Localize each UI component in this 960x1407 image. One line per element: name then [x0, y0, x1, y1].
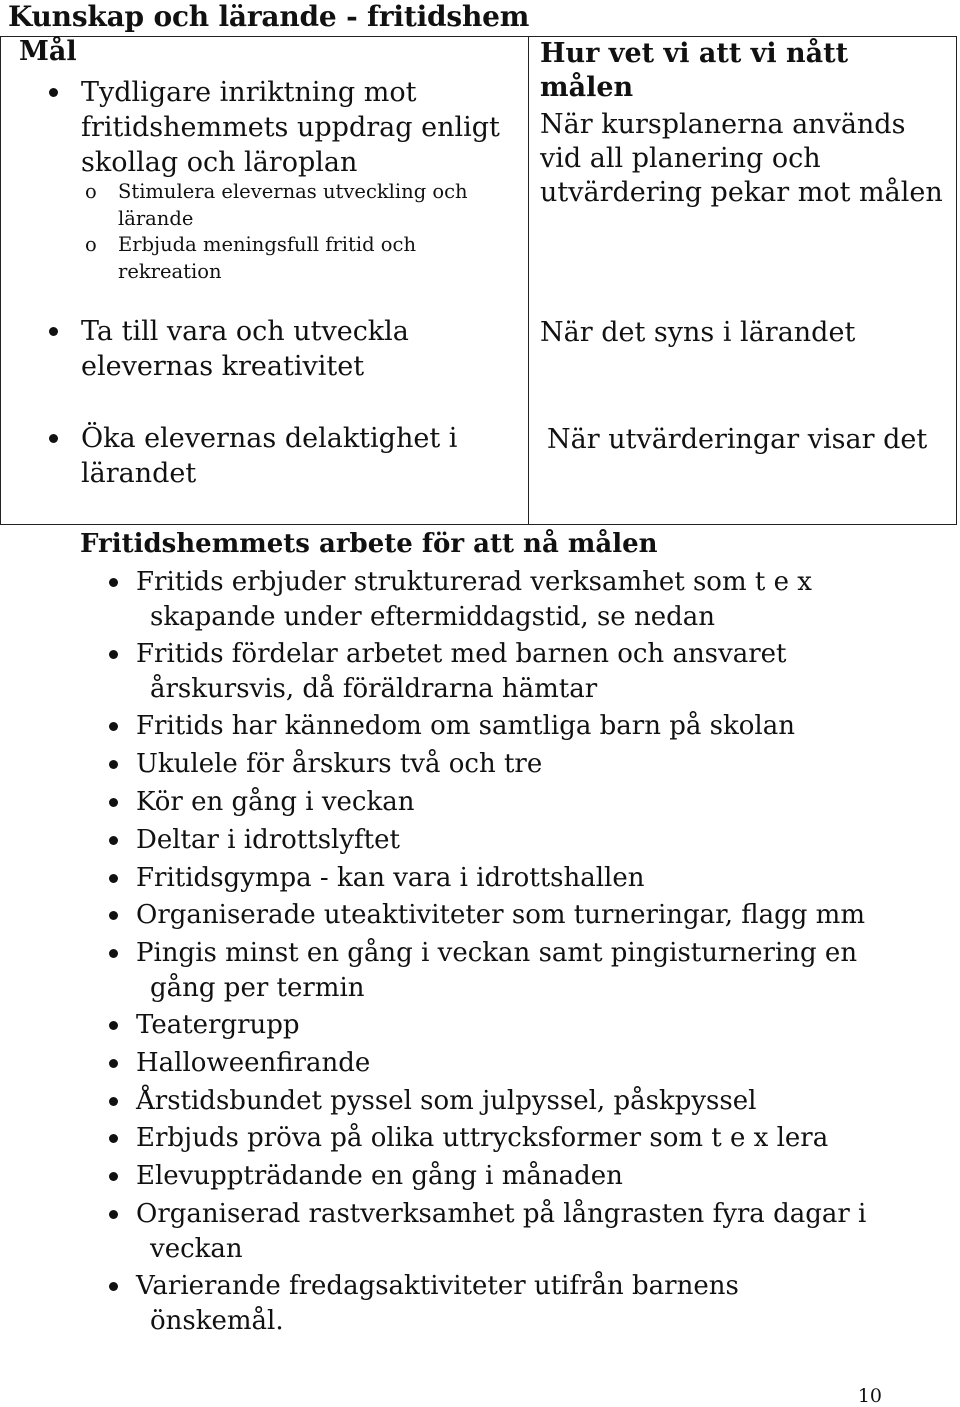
list-item [136, 861, 906, 896]
list-item-text: Fritids erbjuder strukturerad verksamhet som t e x [136, 567, 812, 597]
list-item [136, 709, 906, 744]
list-item [136, 1269, 906, 1339]
subitem-line: lärande [118, 207, 194, 230]
list-item [136, 1084, 906, 1119]
goal-line: Ta till vara och utveckla [81, 316, 409, 347]
list-item [136, 565, 906, 635]
goal-line: skollag och läroplan [81, 147, 358, 178]
goal-line: elevernas kreativitet [81, 351, 365, 382]
bullet-icon [109, 1172, 118, 1181]
heading-line: Hur vet vi att vi nått [540, 38, 849, 69]
subitem-line: rekreation [118, 260, 222, 283]
answer-line: När det syns i lärandet [540, 317, 856, 348]
list-item-text: Ukulele för årskurs två och tre [136, 749, 543, 779]
list-item-text-continued: gång per termin [150, 973, 365, 1003]
goal-line: fritidshemmets uppdrag enligt [81, 112, 500, 143]
evaluation-column-heading [540, 37, 848, 105]
goal-line: Öka elevernas delaktighet i [81, 423, 458, 454]
bullet-icon [109, 798, 118, 807]
goal-line: Tydligare inriktning mot [81, 77, 417, 108]
list-item-text: Fritids har kännedom om samtliga barn på skolan [136, 711, 795, 741]
bullet-icon [49, 88, 58, 97]
page-number: 10 [857, 1385, 882, 1407]
list-item-text: Kör en gång i veckan [136, 787, 415, 817]
list-item-text-continued: årskursvis, då föräldrarna hämtar [150, 674, 598, 704]
goal-subitem [85, 178, 518, 232]
bullet-icon [109, 1210, 118, 1219]
bullet-icon [109, 874, 118, 883]
goal-item [81, 421, 521, 491]
list-item-text-continued: veckan [150, 1234, 243, 1264]
goal-item [81, 75, 521, 180]
goals-column-heading: Mål [19, 36, 77, 67]
list-item-text: Varierande fredagsaktiviteter utifrån barnens [136, 1271, 739, 1301]
page-title: Kunskap och lärande - fritidshem [8, 0, 530, 33]
subitem-line: Stimulera elevernas utveckling och [118, 180, 468, 203]
answer-line: När utvärderingar visar det [547, 424, 928, 455]
list-item [136, 1046, 906, 1081]
work-section-heading: Fritidshemmets arbete för att nå målen [80, 529, 658, 559]
list-item-text: Organiserad rastverksamhet på långrasten fyra dagar i [136, 1199, 867, 1229]
list-item [136, 637, 906, 707]
list-item-text: Deltar i idrottslyftet [136, 825, 400, 855]
heading-line: målen [540, 72, 634, 103]
answer-line: vid all planering och [540, 143, 821, 174]
list-item [136, 1008, 906, 1043]
bullet-icon [109, 722, 118, 731]
bullet-icon [109, 650, 118, 659]
subitem-marker: o [85, 233, 97, 256]
list-item [136, 823, 906, 858]
bullet-icon [49, 434, 58, 443]
list-item-text: Fritids fördelar arbetet med barnen och ansvaret [136, 639, 787, 669]
list-item-text: Pingis minst en gång i veckan samt pingisturnering en [136, 938, 858, 968]
list-item-text: Årstidsbundet pyssel som julpyssel, påskpyssel [136, 1086, 757, 1116]
bullet-icon [109, 836, 118, 845]
answer-line: När kursplanerna används [540, 109, 906, 140]
bullet-icon [109, 949, 118, 958]
list-item-text-continued: skapande under eftermiddagstid, se nedan [150, 602, 715, 632]
goal-item [81, 314, 521, 384]
goals-table [0, 36, 957, 525]
bullet-icon [109, 911, 118, 920]
table-column-divider [528, 37, 529, 524]
subitem-marker: o [85, 180, 97, 203]
subitem-line: Erbjuda meningsfull fritid och [118, 233, 417, 256]
goals-column [1, 37, 528, 524]
bullet-icon [109, 1282, 118, 1291]
evaluation-answer [540, 316, 855, 350]
bullet-icon [109, 1059, 118, 1068]
answer-line: utvärdering pekar mot målen [540, 177, 943, 208]
list-item-text: Organiserade uteaktiviteter som turneringar, flagg mm [136, 900, 865, 930]
list-item-text: Halloweenfirande [136, 1048, 371, 1078]
list-item [136, 1121, 906, 1156]
list-item [136, 936, 906, 1006]
goal-line: lärandet [81, 458, 197, 489]
bullet-icon [109, 760, 118, 769]
bullet-icon [49, 327, 58, 336]
list-item-text: Erbjuds pröva på olika uttrycksformer som t e x lera [136, 1123, 829, 1153]
evaluation-answer [547, 423, 927, 457]
list-item [136, 1159, 906, 1194]
evaluation-answer [540, 108, 943, 210]
list-item-text-continued: önskemål. [150, 1306, 284, 1336]
list-item [136, 785, 906, 820]
bullet-icon [109, 1021, 118, 1030]
list-item [136, 898, 906, 933]
bullet-icon [109, 1134, 118, 1143]
bullet-icon [109, 1097, 118, 1106]
list-item-text: Fritidsgympa - kan vara i idrottshallen [136, 863, 645, 893]
list-item-text: Elevuppträdande en gång i månaden [136, 1161, 623, 1191]
bullet-icon [109, 578, 118, 587]
list-item [136, 1197, 906, 1267]
list-item-text: Teatergrupp [136, 1010, 300, 1040]
evaluation-column [530, 37, 956, 524]
goal-subitem [85, 231, 518, 285]
list-item [136, 747, 906, 782]
